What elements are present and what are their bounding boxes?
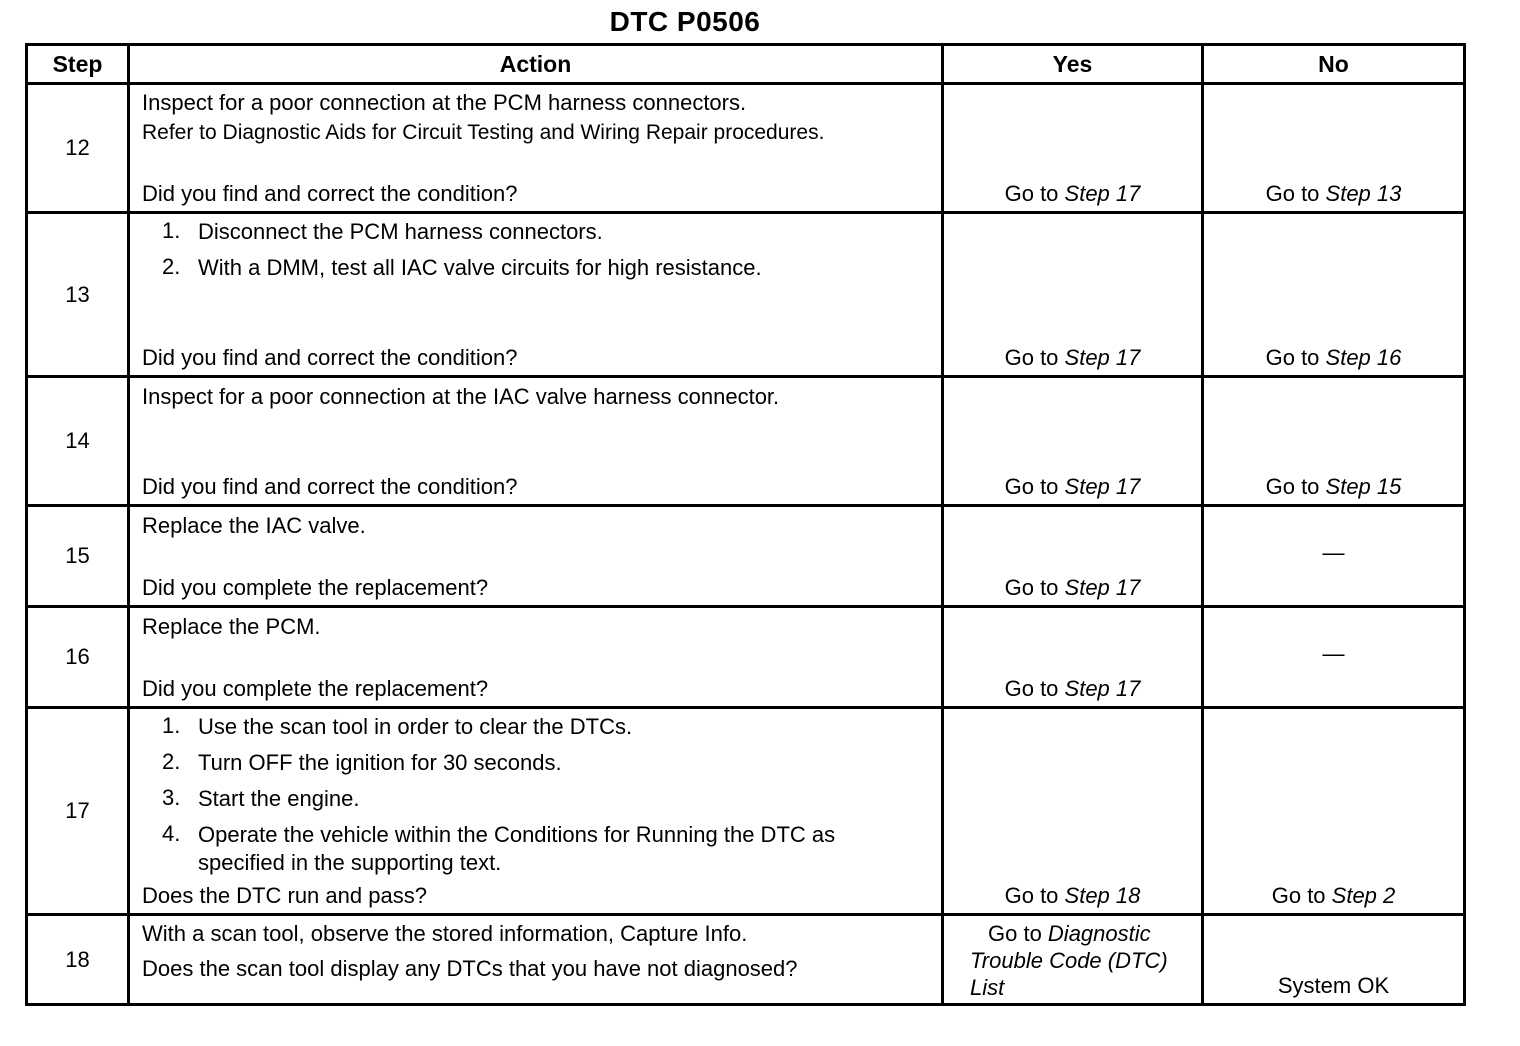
list-item: 1. Use the scan tool in order to clear the DTCs. [162,713,633,739]
table-row [27,213,1465,377]
dtc-table [25,43,1466,1006]
action-question: Did you find and correct the condition? [142,181,518,206]
action-question: Did you complete the replacement? [142,676,489,701]
no-result: — [1322,641,1345,666]
action-cell [129,708,943,915]
table-row [27,915,1465,1005]
action-question: Does the scan tool display any DTCs that you have not diagnosed? [142,956,798,981]
no-cell [1203,506,1465,607]
yes-result[interactable]: Go to Step 17 [1004,676,1141,701]
no-cell [1203,607,1465,708]
step-number: 12 [27,84,129,213]
action-question: Did you find and correct the condition? [142,474,518,499]
table-row [27,377,1465,506]
no-result[interactable]: Go to Step 15 [1265,474,1402,499]
table-row [27,708,1465,915]
list-item: 4. Operate the vehicle within the Conditions for Running the DTC as specified in the supporting text. [162,821,836,875]
action-question: Did you complete the replacement? [142,575,489,600]
step-number: 16 [27,607,129,708]
step-number: 15 [27,506,129,607]
action-cell [129,506,943,607]
yes-cell [943,915,1203,1005]
yes-result[interactable]: Go to Step 17 [1004,575,1141,600]
list-item: 1. Disconnect the PCM harness connectors. [162,218,603,244]
no-result: System OK [1277,973,1390,998]
header-no: No [1203,45,1465,84]
action-question: Did you find and correct the condition? [142,345,518,370]
no-cell [1203,213,1465,377]
step-number: 14 [27,377,129,506]
action-text: Inspect for a poor connection at the IAC valve harness connector. [142,384,780,409]
action-cell [129,607,943,708]
list-item: 3. Start the engine. [162,785,360,811]
action-text: Inspect for a poor connection at the PCM harness connectors. [142,90,747,115]
table-row [27,607,1465,708]
step-number: 17 [27,708,129,915]
no-cell [1203,915,1465,1005]
action-text: With a scan tool, observe the stored information, Capture Info. [142,921,748,946]
header-yes: Yes [943,45,1203,84]
step-number: 13 [27,213,129,377]
table-row [27,84,1465,213]
yes-result[interactable]: Go to Step 17 [1004,474,1141,499]
yes-result[interactable]: Go to Step 18 [1004,883,1141,908]
action-cell [129,213,943,377]
yes-result[interactable]: Go to Step 17 [1004,345,1141,370]
header-step: Step [27,45,129,84]
action-cell [129,84,943,213]
action-text: Replace the IAC valve. [142,513,366,538]
no-cell [1203,84,1465,213]
action-cell [129,377,943,506]
yes-result[interactable]: Go to Step 17 [1004,181,1141,206]
step-number: 18 [27,915,129,1005]
list-item: 2. With a DMM, test all IAC valve circuits for high resistance. [162,254,762,280]
page-title: DTC P0506 [609,6,761,37]
table-header-row [27,45,1465,84]
action-text: Refer to Diagnostic Aids for Circuit Testing and Wiring Repair procedures. [142,121,825,144]
yes-cell [943,708,1203,915]
no-cell [1203,377,1465,506]
yes-result[interactable]: Go to Diagnostic Trouble Code (DTC) List [970,921,1168,1000]
action-question: Does the DTC run and pass? [142,883,427,908]
yes-cell [943,377,1203,506]
yes-cell [943,506,1203,607]
list-item: 2. Turn OFF the ignition for 30 seconds. [162,749,562,775]
action-text: Replace the PCM. [142,614,321,639]
yes-cell [943,213,1203,377]
table-row [27,506,1465,607]
action-cell [129,915,943,1005]
no-result[interactable]: Go to Step 13 [1265,181,1402,206]
no-result[interactable]: Go to Step 16 [1265,345,1402,370]
no-result: — [1322,540,1345,565]
yes-cell [943,607,1203,708]
no-cell [1203,708,1465,915]
no-result[interactable]: Go to Step 2 [1271,883,1396,908]
yes-cell [943,84,1203,213]
header-action: Action [129,45,943,84]
